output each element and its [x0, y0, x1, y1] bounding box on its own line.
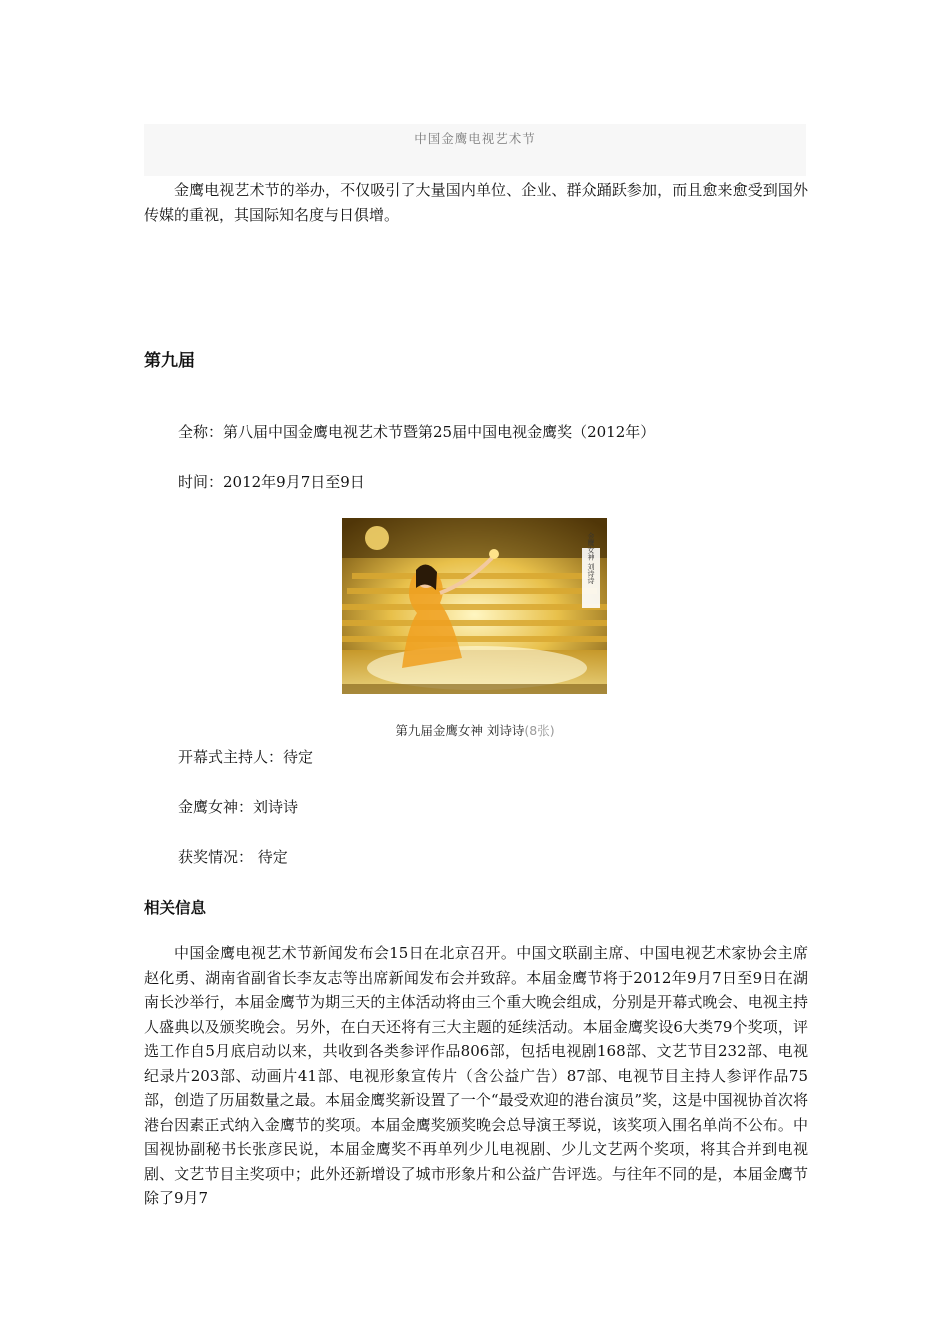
- related-body: 中国金鹰电视艺术节新闻发布会15日在北京召开。中国文联副主席、中国电视艺术家协会主席赵化勇、湖南省副省长李友志等出席新闻发布会并致辞。本届金鹰节将于2012年9月7日至9日在湖南长沙举行，本届金鹰节为期三天的主体活动将由三个重大晚会组成，分别是开幕式晚会、电视主持人盛典以及颁奖晚会。另外，在白天还将有三大主题的延续活动。本届金鹰奖设6大类79个奖项，评选工作自5月底启动以来，共收到各类参评作品806部，包括电视剧168部、文艺节目232部、电视纪录片203部、动画片41部、电视形象宣传片（含公益广告）87部、电视节目主持人参评作品75部，创造了历届数量之最。本届金鹰奖新设置了一个“最受欢迎的港台演员”奖，这是中国视协首次将港台因素正式纳入金鹰节的奖项。本届金鹰奖颁奖晚会总导演王琴说，该奖项入围名单尚不公布。中国视协副秘书长张彦民说，本届金鹰奖不再单列少儿电视剧、少儿文艺两个奖项，将其合并到电视剧、文艺节目主奖项中；此外还新增设了城市形象片和公益广告评选。与往年不同的是，本届金鹰节除了9月7: [144, 944, 808, 1207]
- photo-count-link[interactable]: (8张): [524, 723, 555, 738]
- photo-overlay-text: 金鹰女神 刘诗诗: [587, 532, 595, 584]
- full-name-line: 全称：第八届中国金鹰电视艺术节暨第25届中国电视金鹰奖（2012年）: [178, 423, 656, 441]
- image-caption: 中国金鹰电视艺术节: [414, 131, 536, 146]
- photo-caption: [144, 721, 806, 739]
- section-title: 第九届: [144, 351, 195, 371]
- image-caption-box: [144, 124, 806, 176]
- intro-paragraph: 金鹰电视艺术节的举办，不仅吸引了大量国内单位、企业、群众踊跃参加，而且愈来愈受到国外传媒的重视，其国际知名度与日俱增。: [144, 181, 808, 224]
- goddess-photo[interactable]: [342, 518, 607, 694]
- related-title: 相关信息: [144, 898, 207, 917]
- host-line: 开幕式主持人：待定: [178, 748, 314, 766]
- time-line: 时间：2012年9月7日至9日: [178, 473, 365, 491]
- photo-graphic: [342, 518, 607, 694]
- awards-line: 获奖情况： 待定: [178, 848, 288, 866]
- photo-caption-text: 第九届金鹰女神 刘诗诗: [395, 723, 525, 738]
- goddess-line: 金鹰女神：刘诗诗: [178, 798, 299, 816]
